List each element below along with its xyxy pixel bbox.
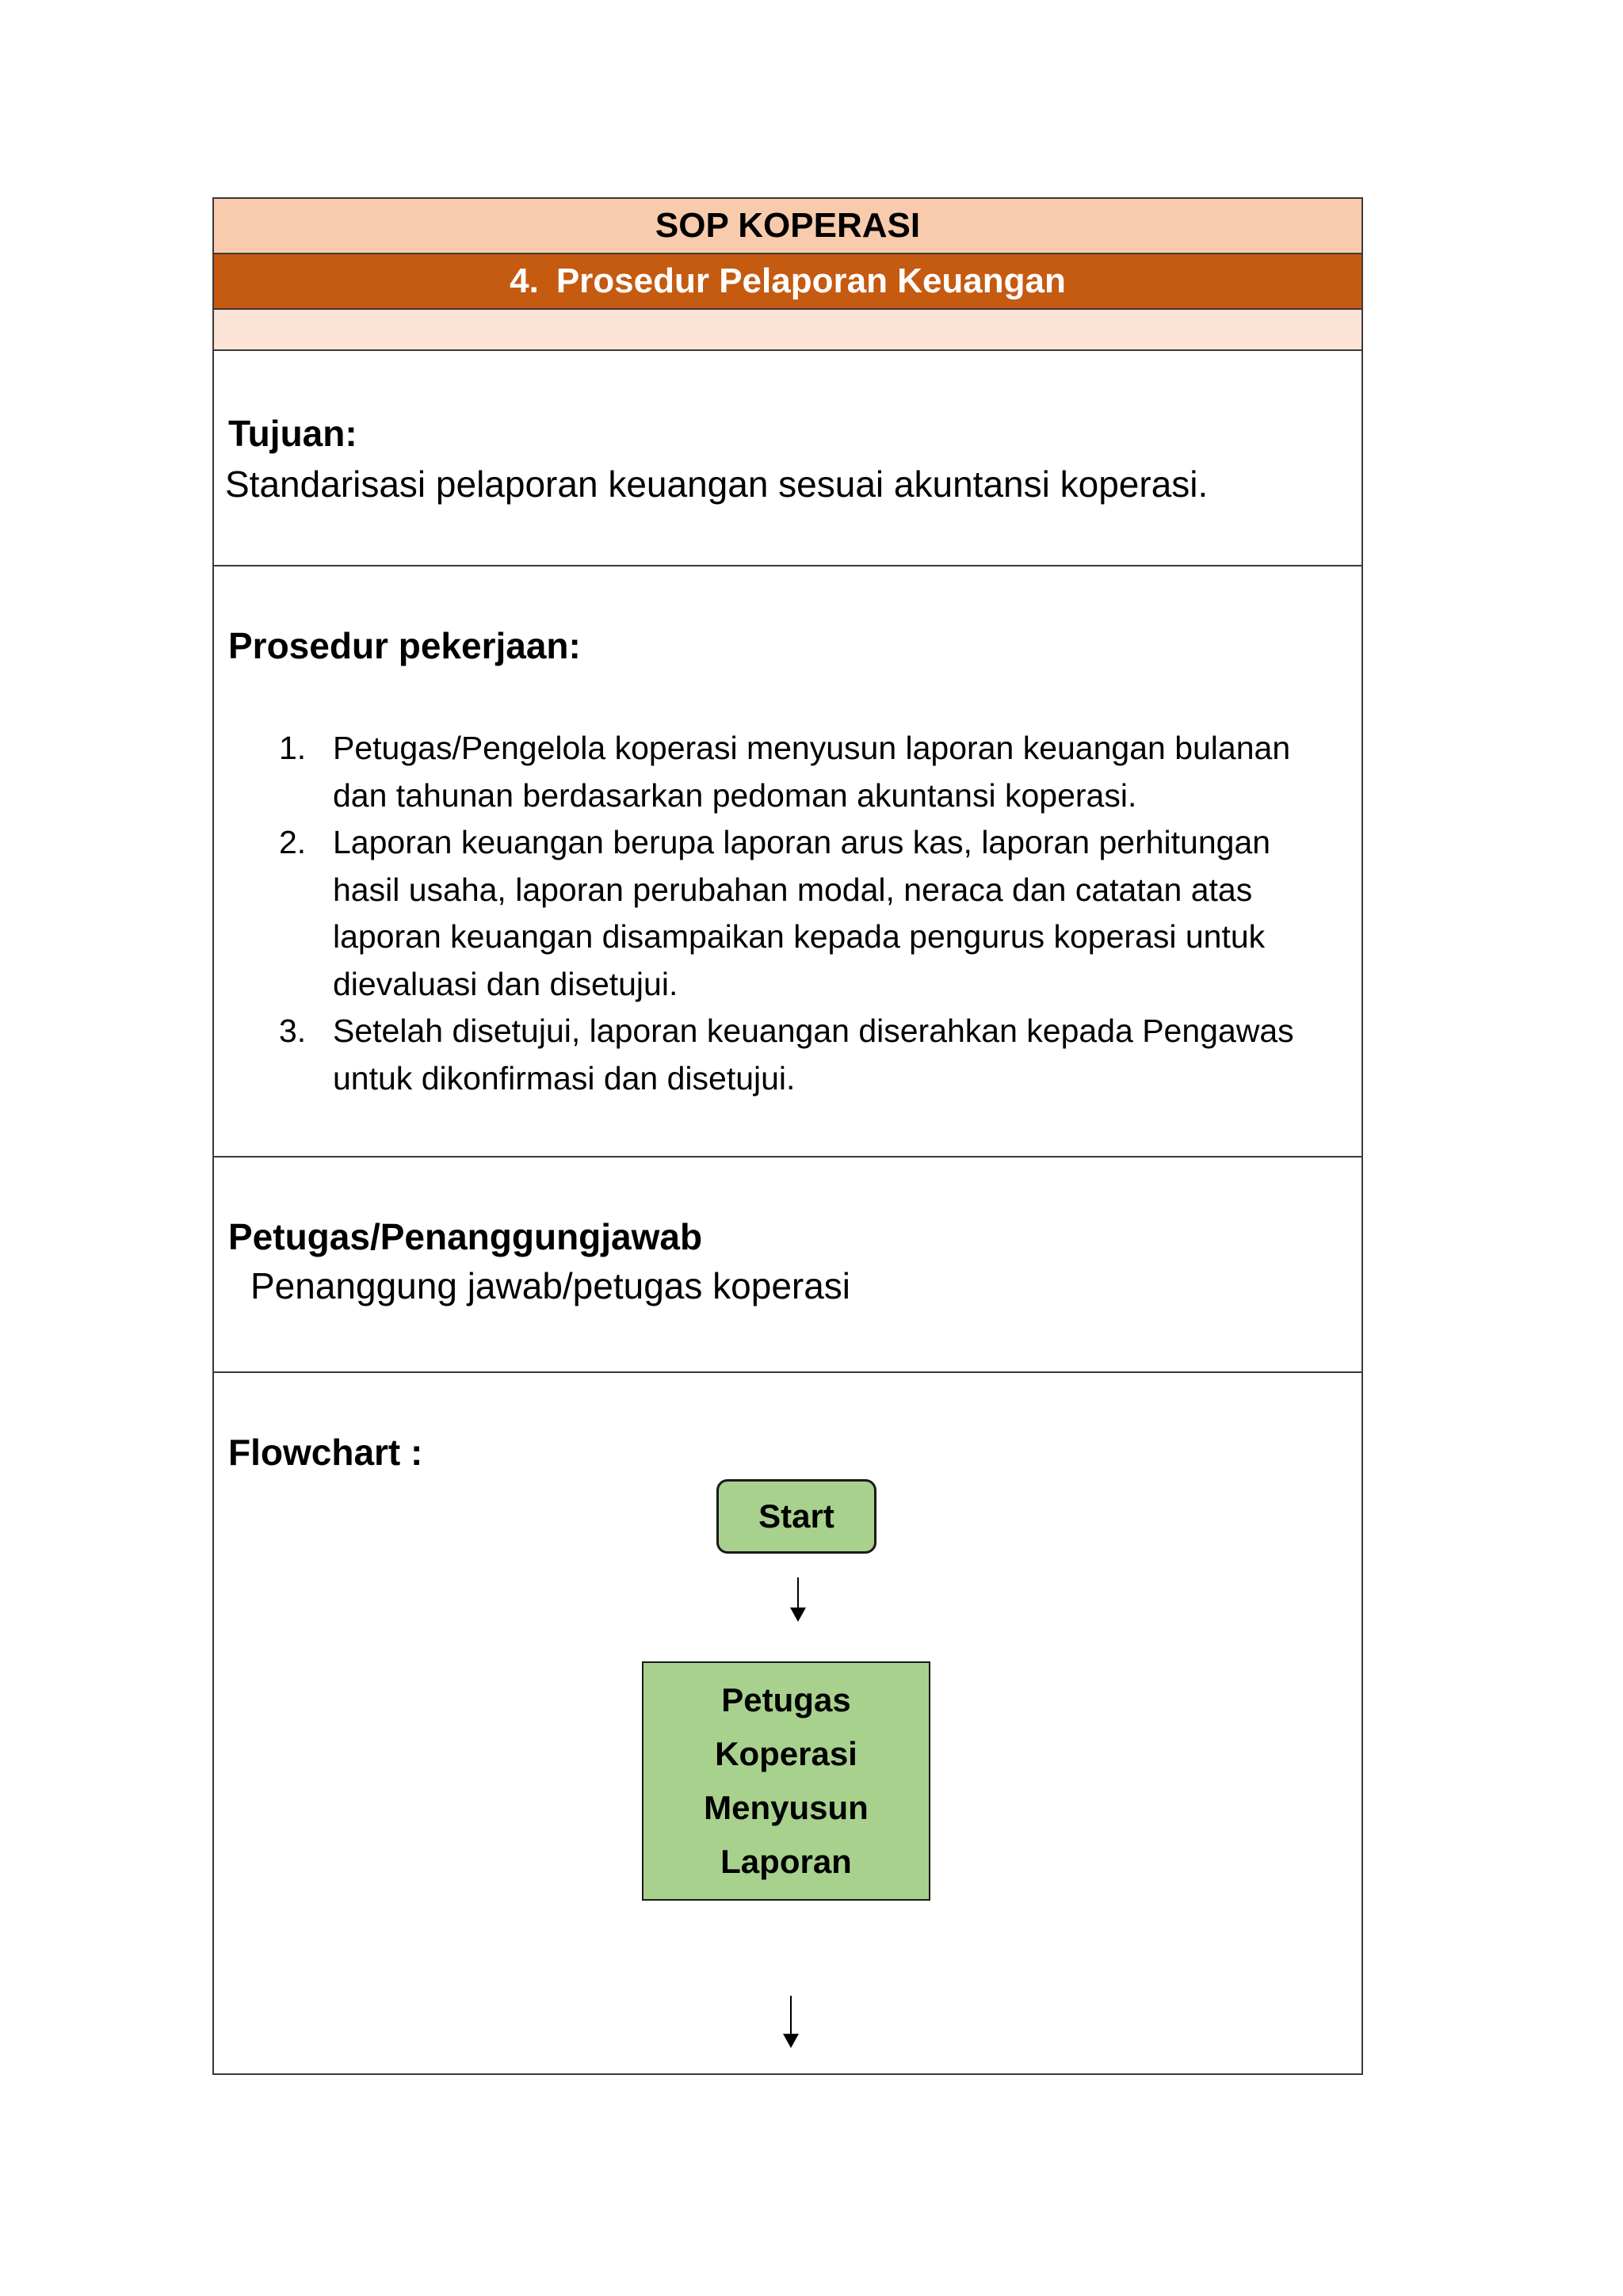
process-line: Menyusun [704,1789,869,1826]
petugas-text: Penanggung jawab/petugas koperasi [250,1265,851,1306]
procedure-item-text: Petugas/Pengelola koperasi menyusun laporan keuangan bulanan dan tahunan berdasarkan pedoman akuntansi koperasi. [333,730,1291,814]
procedure-item-number: 2. [279,824,307,860]
tujuan-heading: Tujuan: [228,413,357,454]
tujuan-section [214,351,1361,566]
flowchart-heading: Flowchart : [228,1432,423,1473]
process-line: Petugas [721,1681,851,1718]
procedure-item-text: Laporan keuangan berupa laporan arus kas, laporan perhitungan hasil usaha, laporan perubahan modal, neraca dan catatan atas laporan keuangan disampaikan kepada pengurus koperasi untuk dievaluasi dan disetujui. [333,824,1271,1002]
procedure-number: 4. [510,261,539,300]
process-line: Laporan [720,1843,852,1880]
process-line: Koperasi [715,1735,857,1772]
procedure-title: Prosedur Pelaporan Keuangan [556,261,1066,300]
prosedur-section [214,566,1361,1158]
sop-table [212,197,1363,2075]
flowchart-section [214,1373,1361,2073]
flow-arrow-down-icon [781,1996,800,2048]
flowchart-process-node [642,1661,930,1901]
prosedur-heading: Prosedur pekerjaan: [228,625,581,666]
procedure-item [279,819,1333,1008]
flowchart-start-node [716,1479,876,1554]
procedure-item-number: 3. [279,1013,307,1049]
procedure-item-text: Setelah disetujui, laporan keuangan diserahkan kepada Pengawas untuk dikonfirmasi dan disetujui. [333,1013,1294,1097]
flow-arrow-down-icon [789,1577,808,1622]
sop-title: SOP KOPERASI [655,206,921,245]
procedure-item [279,725,1333,819]
tujuan-text: Standarisasi pelaporan keuangan sesuai akuntansi koperasi. [225,463,1209,505]
procedure-item [279,1008,1333,1102]
blank-row [214,310,1361,351]
procedure-list [279,725,1333,1102]
procedure-title-row [214,254,1361,310]
start-label: Start [758,1497,834,1535]
sop-title-row [214,199,1361,254]
procedure-item-number: 1. [279,730,307,766]
petugas-heading: Petugas/Penanggungjawab [228,1216,703,1257]
petugas-section [214,1158,1361,1373]
